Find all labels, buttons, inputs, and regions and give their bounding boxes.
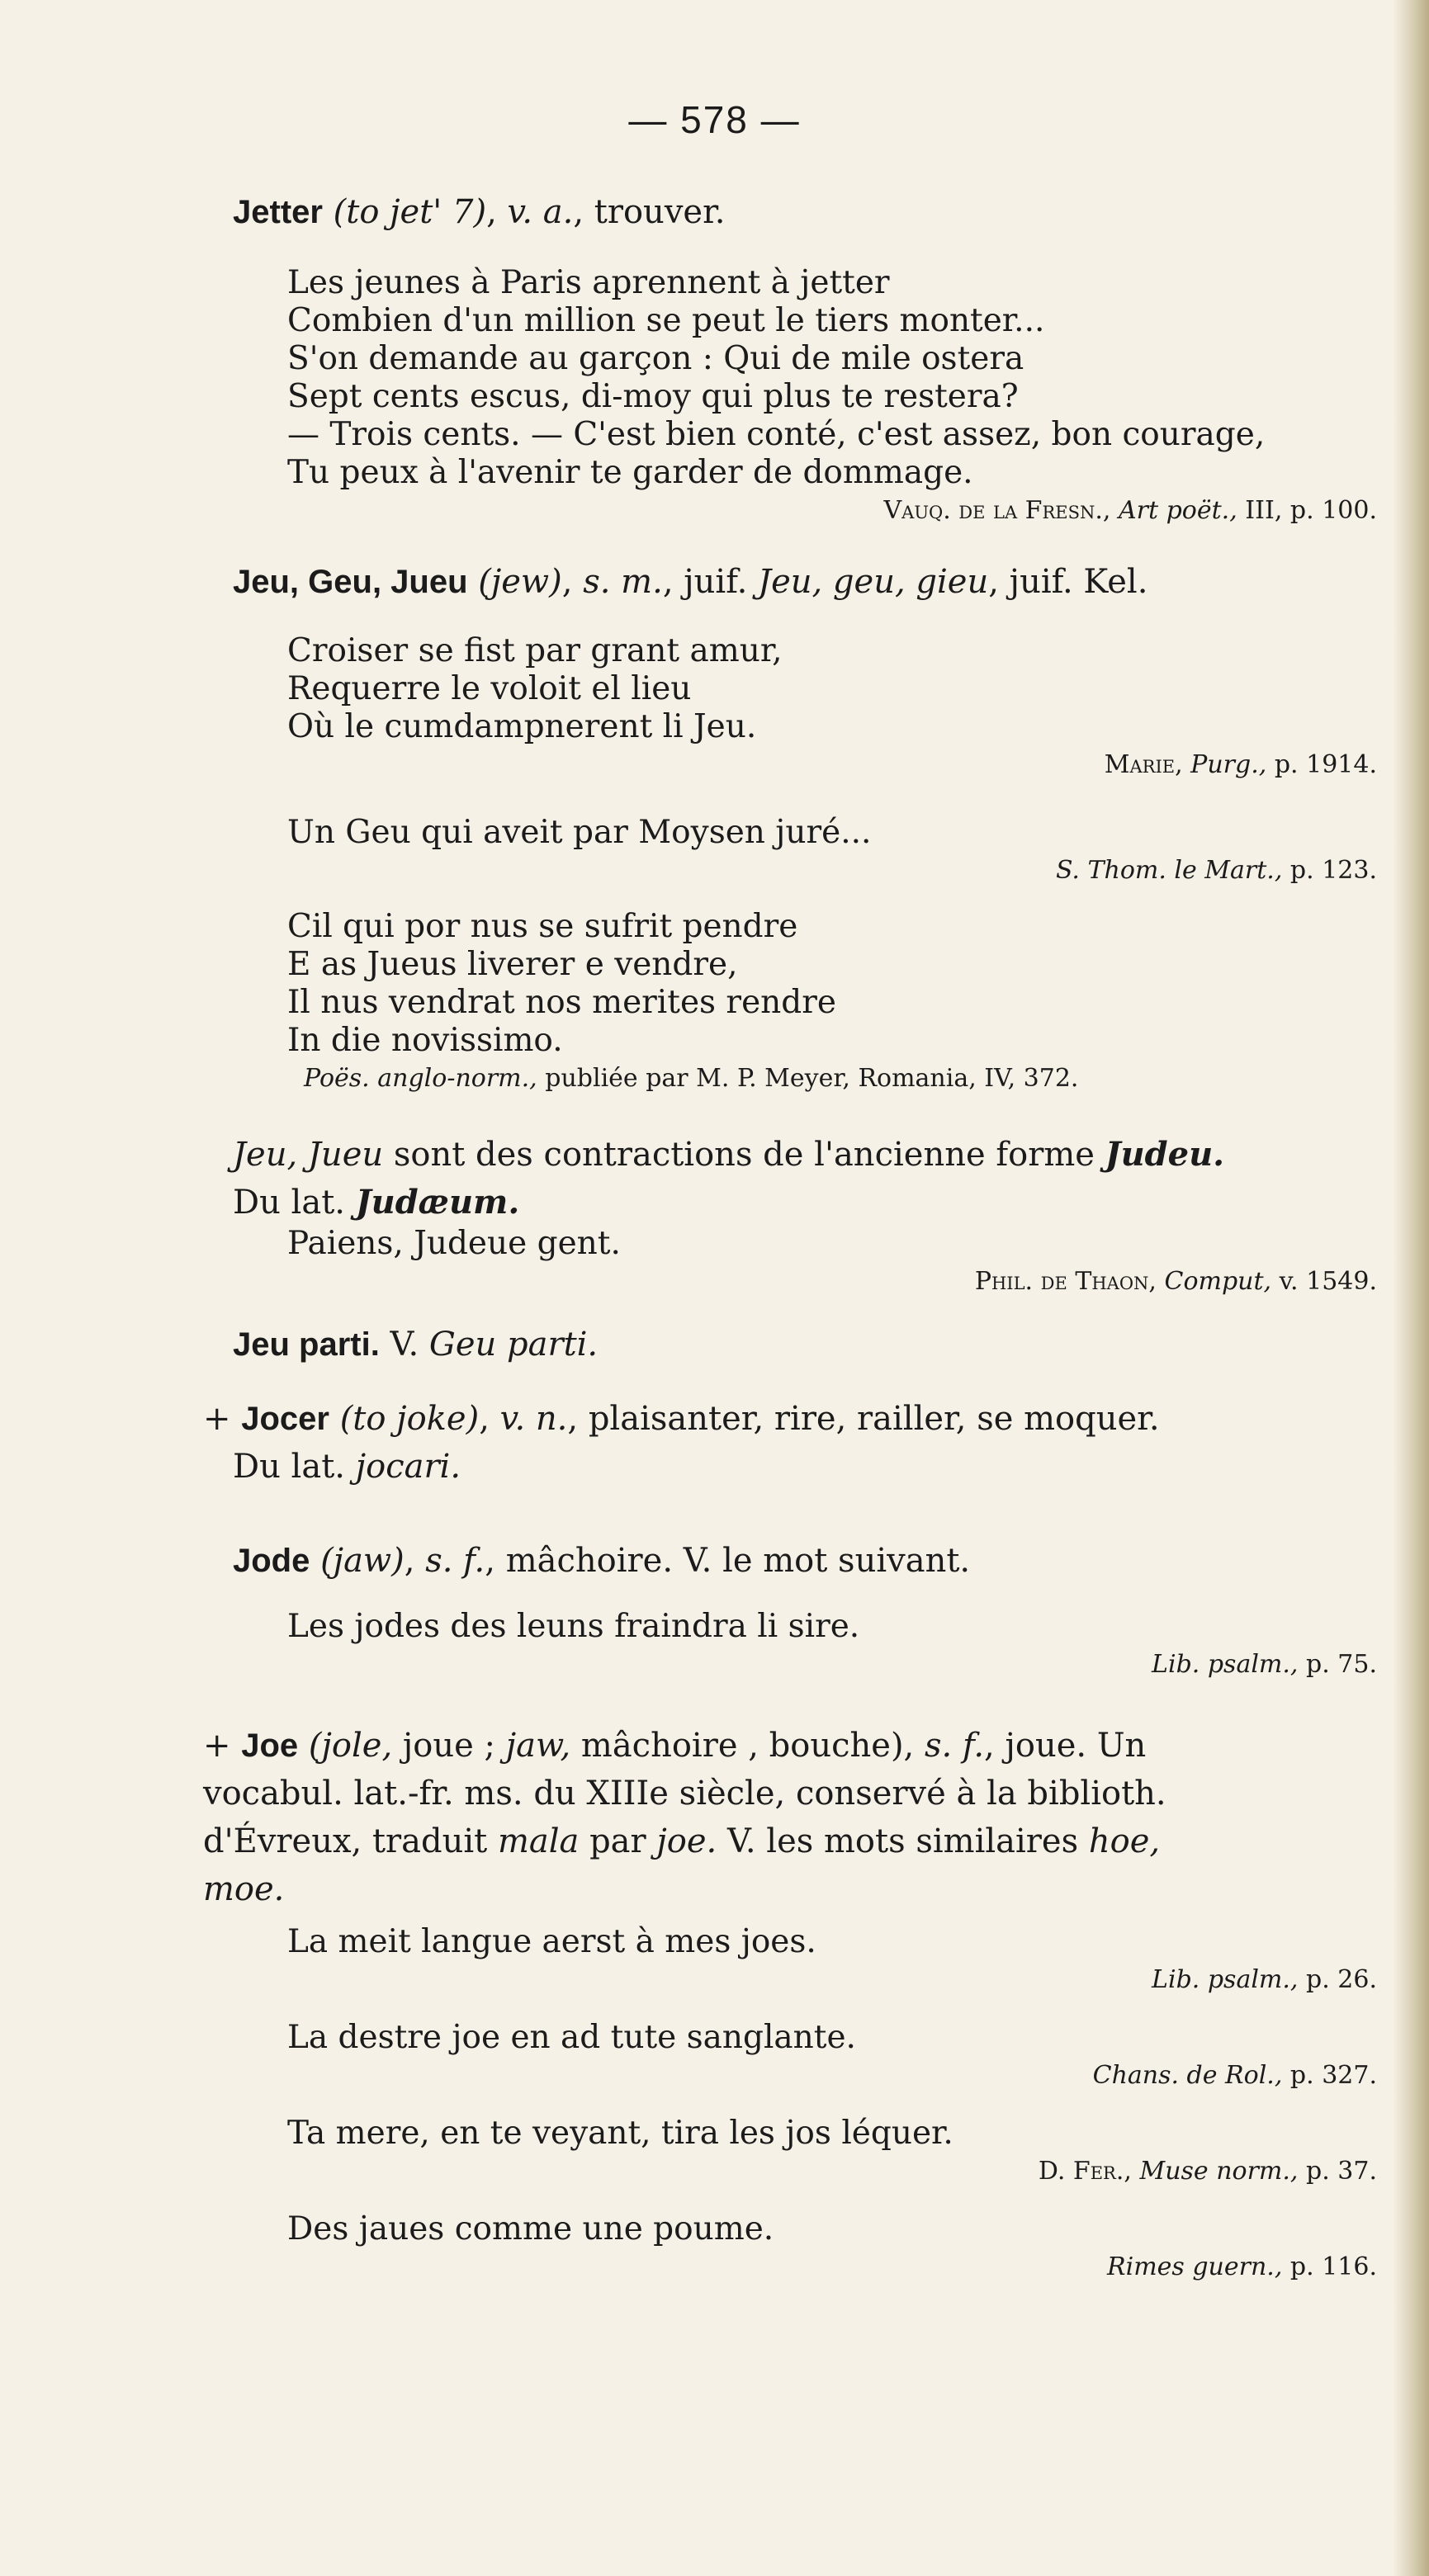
source-citation: D. Fer., Muse norm., p. 37.: [1038, 2157, 1377, 2186]
quote-jeu-3: [287, 908, 1377, 1096]
grammar: v. n.: [499, 1400, 568, 1438]
cross-marker: +: [203, 1400, 242, 1438]
headword: Jode: [233, 1543, 310, 1579]
grammar: s. m.: [583, 563, 663, 601]
source-citation: Chans. de Rol., p. 327.: [1092, 2061, 1377, 2090]
source-citation: Lib. psalm., p. 26.: [1152, 1965, 1377, 1994]
entry-jeu-parti: Jeu parti. V. Geu parti.: [233, 1326, 599, 1364]
entry-jocer: + Jocer (to joke), v. n., plaisanter, rire, railler, se moquer. Du lat. jocari.: [203, 1400, 1160, 1486]
quote-joe-4: [287, 2210, 1377, 2285]
quote-jetter: [287, 264, 1377, 528]
headword: Jeu parti.: [233, 1326, 380, 1363]
grammar: s. f.: [924, 1727, 985, 1765]
verse-line: Les jeunes à Paris aprennent à jetter: [287, 264, 890, 301]
headword: Jocer: [241, 1401, 329, 1437]
page-number: — 578 —: [628, 98, 801, 141]
verse-line: Des jaues comme une poume.: [287, 2210, 774, 2248]
gloss: , joue. Un: [984, 1727, 1147, 1765]
entry-jeu: Jeu, Geu, Jueu (jew), s. m., juif. Jeu, geu, gieu, juif. Kel.: [233, 563, 1148, 601]
source-citation: Marie, Purg., p. 1914.: [1104, 750, 1377, 779]
verse-line: Ta mere, en te veyant, tira les jos léquer.: [287, 2115, 953, 2152]
verse-line: Tu peux à l'avenir te garder de dommage.: [287, 454, 973, 491]
entry-jeu-note: Jeu, Jueu sont des contractions de l'ancienne forme Judeu. Du lat. Judæum.: [233, 1135, 1225, 1222]
gloss: , mâchoire. V. le mot suivant.: [485, 1542, 971, 1580]
source-citation: Rimes guern., p. 116.: [1107, 2252, 1377, 2281]
etymology: (jew): [478, 563, 562, 601]
verse-line: Cil qui por nus se sufrit pendre: [287, 908, 798, 945]
verse-line: E as Jueus liverer e vendre,: [287, 946, 738, 983]
source-citation: Lib. psalm., p. 75.: [1152, 1650, 1377, 1679]
verse-line: Combien d'un million se peut le tiers monter...: [287, 302, 1045, 339]
source-citation: Poës. anglo-norm., publiée par M. P. Meyer, Romania, IV, 372.: [304, 1064, 1079, 1093]
verse-line: In die novissimo.: [287, 1022, 563, 1059]
verse-line: Il nus vendrat nos merites rendre: [287, 984, 836, 1021]
verse-line: — Trois cents. — C'est bien conté, c'est assez, bon courage,: [287, 416, 1266, 453]
verse-line: Requerre le voloit el lieu: [287, 670, 692, 707]
verse-line: Les jodes des leuns fraindra li sire.: [287, 1608, 860, 1645]
variant-forms: Jeu, geu, gieu: [758, 563, 989, 601]
etymology: (jaw): [320, 1542, 405, 1580]
source-citation: S. Thom. le Mart., p. 123.: [1055, 856, 1377, 885]
quote-jeu-1: [287, 632, 1377, 782]
grammar: s. f.: [425, 1542, 485, 1580]
verse-line: Sept cents escus, di-moy qui plus te restera?: [287, 378, 1019, 415]
verse-line: Un Geu qui aveit par Moysen juré...: [287, 814, 872, 851]
quote-jeu-2: [287, 814, 1377, 888]
source-citation: Phil. de Thaon, Comput, v. 1549.: [974, 1267, 1377, 1296]
cross-reference: Geu parti.: [428, 1326, 599, 1364]
verse-line: La meit langue aerst à mes joes.: [287, 1923, 816, 1960]
page-edge: [1393, 0, 1429, 2576]
verse-line: La destre joe en ad tute sanglante.: [287, 2019, 856, 2056]
source-citation: Vauq. de la Fresn., Art poët., III, p. 100.: [883, 496, 1377, 525]
verse-line: Où le cumdampnerent li Jeu.: [287, 708, 757, 745]
headword: Jetter: [233, 194, 323, 230]
quote-jode: [287, 1608, 1377, 1682]
entry-jode: Jode (jaw), s. f., mâchoire. V. le mot suivant.: [233, 1542, 971, 1580]
quote-joe-2: [287, 2019, 1377, 2093]
cross-marker: +: [203, 1727, 242, 1765]
headword: Jeu, Geu, Jueu: [233, 564, 468, 600]
gloss: , juif.: [662, 563, 748, 601]
headword: Joe: [241, 1728, 299, 1764]
quote-joe-3: [287, 2115, 1377, 2189]
verse-line: Paiens, Judeue gent.: [287, 1225, 621, 1262]
quote-jeu-4: [287, 1225, 1377, 1299]
quote-joe-1: [287, 1923, 1377, 1997]
grammar: v. a.: [507, 193, 574, 231]
verse-line: Croiser se fist par grant amur,: [287, 632, 783, 669]
entry-jetter: Jetter (to jet' 7), v. a., trouver.: [233, 193, 726, 231]
verse-line: S'on demande au garçon : Qui de mile ostera: [287, 340, 1024, 377]
entry-joe: + Joe (jole, joue ; jaw, mâchoire , bouche), s. f., joue. Un vocabul. lat.-fr. ms. du XIIIe siècle, conservé à la biblioth. d'Évreux, traduit mala par joe. V. les mots similaires hoe, moe.: [203, 1727, 1166, 1908]
gloss: , plaisanter, rire, railler, se moquer.: [567, 1400, 1160, 1438]
gloss-tail: , juif. Kel.: [988, 563, 1148, 601]
etymology: (to jet' 7): [333, 193, 487, 231]
etymology: (to joke): [339, 1400, 480, 1438]
gloss: , trouver.: [573, 193, 726, 231]
